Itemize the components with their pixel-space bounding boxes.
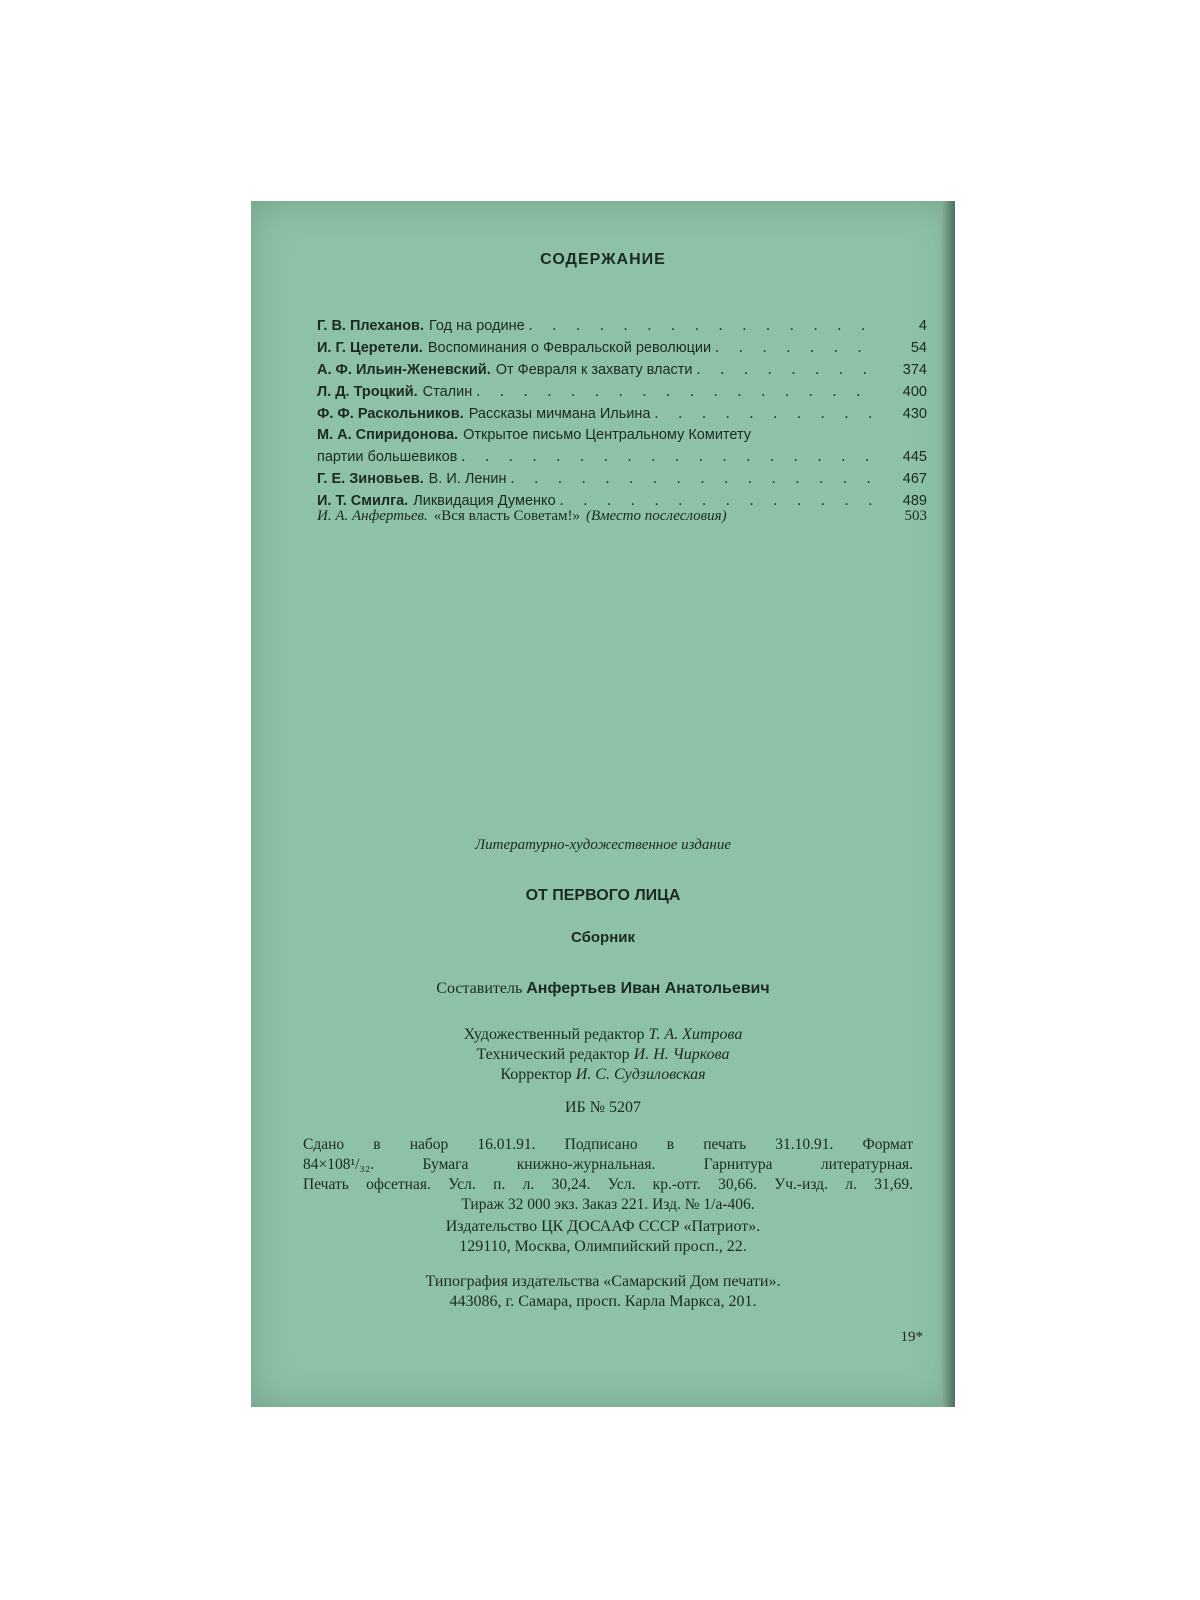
compiler-name: Анфертьев Иван Анатольевич	[526, 980, 770, 997]
toc-entry-author: М. А. Спиридонова.	[317, 427, 459, 443]
toc-entry-author: Ф. Ф. Раскольников.	[317, 406, 464, 422]
staff-role: Художественный редактор	[463, 1026, 645, 1043]
dot-leader	[461, 446, 877, 467]
staff-name: И. Н. Чиркова	[633, 1046, 730, 1063]
toc-entry-title: Открытое письмо Центральному Комитету	[463, 427, 752, 443]
staff-line	[251, 1045, 955, 1065]
toc-entry-page: 54	[910, 340, 927, 356]
dot-leader	[529, 315, 877, 336]
toc-entry-author: И. Г. Церетели.	[317, 340, 423, 356]
staff-name: И. С. Судзиловская	[575, 1066, 706, 1083]
toc-heading: СОДЕРЖАНИЕ	[540, 251, 666, 268]
compiler-line	[251, 980, 955, 998]
toc-entry-title-continued: партии большевиков	[317, 449, 458, 465]
specs-line: Печать офсетная. Усл. п. л. 30,24. Усл. кр.-отт. 30,66. Уч.-изд. л. 31,69.	[303, 1176, 913, 1193]
dot-leader	[511, 468, 877, 489]
toc-entry-title: Год на родине	[429, 318, 525, 334]
staff-name: Т. А. Хитрова	[648, 1026, 743, 1043]
book-title: ОТ ПЕРВОГО ЛИЦА	[525, 887, 681, 904]
afterword-note: (Вместо послесловия)	[585, 508, 727, 524]
toc-entry-title: Сталин	[422, 384, 473, 400]
publisher-info	[251, 1217, 955, 1257]
toc-entry-page: 467	[902, 471, 927, 487]
afterword-title: «Вся власть Советам!»	[433, 508, 580, 524]
dot-leader	[697, 359, 877, 380]
staff-role: Корректор	[500, 1066, 572, 1083]
dot-leader	[715, 337, 877, 358]
toc-entry-author: Л. Д. Троцкий.	[317, 384, 418, 400]
staff-role: Технический редактор	[476, 1046, 630, 1063]
toc-entry-title: В. И. Ленин	[428, 471, 507, 487]
toc-entry	[317, 425, 927, 446]
printer-line: Типография издательства «Самарский Дом печати».	[425, 1273, 781, 1290]
toc-entry	[317, 359, 927, 381]
ib-number: ИБ № 5207	[564, 1099, 641, 1116]
printer-info	[251, 1272, 955, 1312]
toc-entry-page: 4	[918, 318, 927, 334]
specs-line: Тираж 32 000 экз. Заказ 221. Изд. № 1/а-406.	[461, 1196, 755, 1213]
toc-entry-page: 400	[902, 384, 927, 400]
toc-afterword-entry	[317, 508, 927, 525]
toc-entry-page: 489	[902, 493, 927, 509]
staff-line	[251, 1025, 955, 1045]
dot-leader	[654, 403, 877, 424]
toc-entry	[317, 403, 927, 425]
toc-entry-author: Г. Е. Зиновьев.	[317, 471, 424, 487]
table-of-contents	[317, 315, 927, 512]
staff-line	[251, 1065, 955, 1085]
printer-line: 443086, г. Самара, просп. Карла Маркса, 201.	[449, 1293, 757, 1310]
signature-mark: 19*	[900, 1329, 923, 1345]
edition-type: Литературно-художественное издание	[475, 837, 731, 853]
compiler-label: Составитель	[436, 980, 523, 997]
toc-entry-author: И. Т. Смилга.	[317, 493, 409, 509]
toc-entry-continuation	[317, 446, 927, 468]
toc-entry-author: Г. В. Плеханов.	[317, 318, 424, 334]
editorial-staff	[251, 1025, 955, 1085]
toc-entry	[317, 337, 927, 359]
toc-entry-title: Рассказы мичмана Ильина	[468, 406, 651, 422]
dot-leader	[476, 381, 877, 402]
publisher-line: Издательство ЦК ДОСААФ СССР «Патриот».	[445, 1218, 761, 1235]
toc-entry	[317, 315, 927, 337]
toc-entry	[317, 381, 927, 403]
afterword-page: 503	[904, 508, 927, 524]
specs-line: 84×108¹/₃₂. Бумага книжно-журнальная. Гарнитура литературная.	[303, 1156, 913, 1173]
toc-entry-title: От Февраля к захвату власти	[495, 362, 693, 378]
specs-line: Сдано в набор 16.01.91. Подписано в печать 31.10.91. Формат	[303, 1136, 913, 1153]
book-subtitle: Сборник	[570, 929, 635, 946]
publisher-line: 129110, Москва, Олимпийский просп., 22.	[459, 1238, 747, 1255]
toc-entry-author: А. Ф. Ильин-Женевский.	[317, 362, 491, 378]
toc-entry-title: Ликвидация Думенко	[413, 493, 556, 509]
toc-entry-page: 445	[902, 449, 927, 465]
toc-entry-page: 430	[902, 406, 927, 422]
afterword-author: И. А. Анфертьев.	[317, 508, 428, 524]
printing-specs	[303, 1135, 913, 1215]
book-page	[251, 201, 955, 1407]
toc-entry-title: Воспоминания о Февральской революции	[427, 340, 712, 356]
toc-entry	[317, 468, 927, 490]
toc-entry-page: 374	[902, 362, 927, 378]
